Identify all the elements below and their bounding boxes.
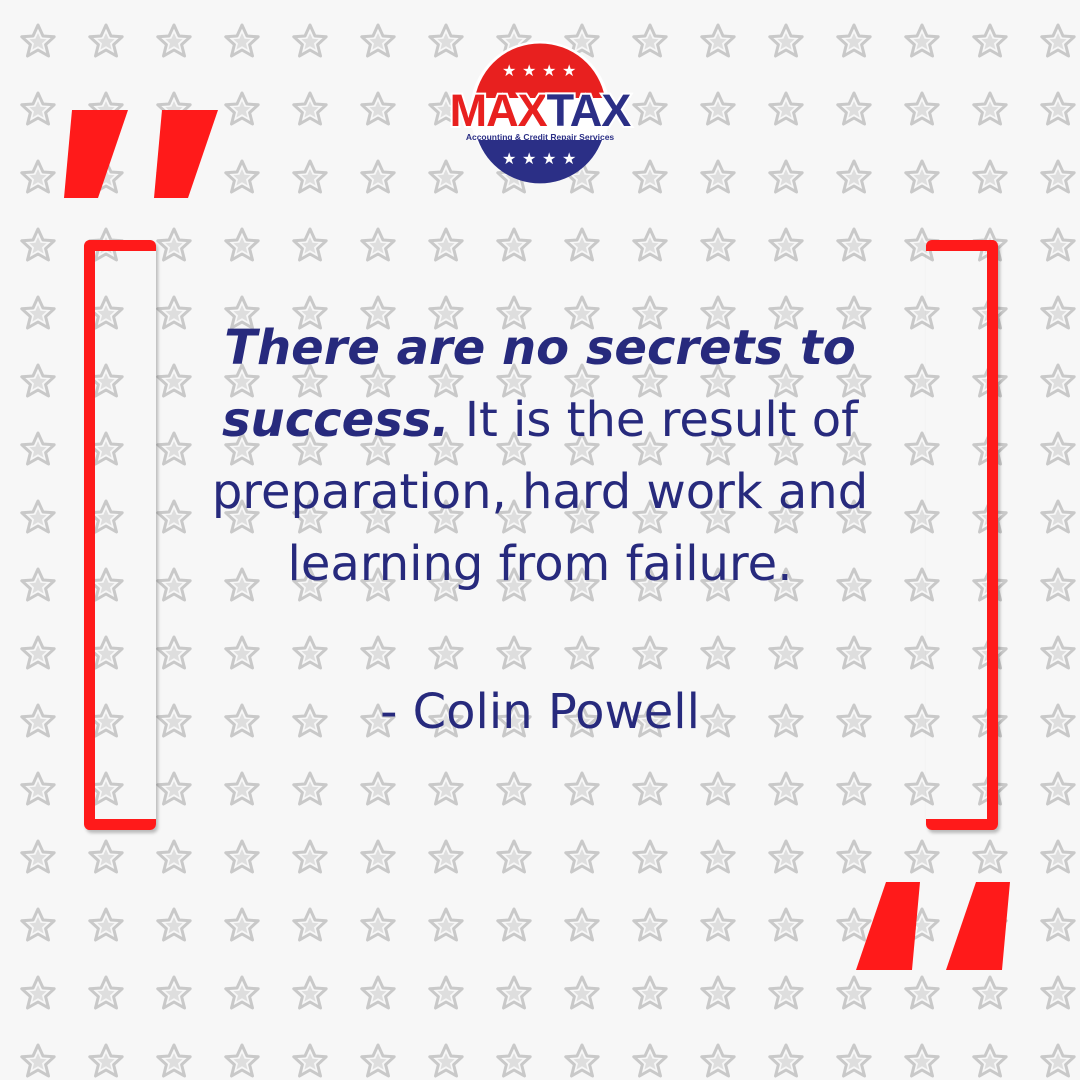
star-icon: [702, 841, 734, 872]
star-icon: [770, 161, 802, 192]
star-icon: [1042, 569, 1074, 600]
star-icon: [498, 841, 530, 872]
star-icon: [158, 909, 190, 940]
star-icon: [1042, 365, 1074, 396]
star-icon: [430, 977, 462, 1008]
svg-text:★: ★: [542, 61, 557, 80]
star-icon: [22, 25, 54, 56]
brand-tagline: Accounting & Credit Repair Services: [465, 132, 615, 142]
star-icon: [362, 909, 394, 940]
star-icon: [22, 909, 54, 940]
star-icon: [770, 773, 802, 804]
star-icon: [1042, 93, 1074, 124]
star-icon: [22, 365, 54, 396]
star-icon: [974, 841, 1006, 872]
star-icon: [634, 909, 666, 940]
star-icon: [294, 637, 326, 668]
star-icon: [22, 161, 54, 192]
svg-text:★: ★: [522, 61, 537, 80]
svg-text:MAXTAX: [450, 85, 632, 136]
star-icon: [430, 1045, 462, 1076]
open-quote-icon: [58, 104, 228, 204]
star-icon: [1042, 977, 1074, 1008]
star-icon: [702, 93, 734, 124]
star-icon: [702, 1045, 734, 1076]
star-icon: [974, 25, 1006, 56]
star-icon: [906, 161, 938, 192]
star-icon: [90, 25, 122, 56]
quote-author: - Colin Powell: [380, 684, 700, 740]
star-icon: [838, 773, 870, 804]
star-icon: [702, 977, 734, 1008]
star-icon: [1042, 433, 1074, 464]
star-icon: [294, 161, 326, 192]
svg-text:★: ★: [522, 149, 537, 168]
star-icon: [1042, 297, 1074, 328]
star-icon: [294, 25, 326, 56]
star-icon: [226, 1045, 258, 1076]
star-icon: [22, 297, 54, 328]
star-icon: [634, 229, 666, 260]
maxtax-logo: [442, 36, 638, 186]
star-icon: [22, 637, 54, 668]
star-icon: [702, 25, 734, 56]
star-icon: [498, 637, 530, 668]
star-icon: [22, 433, 54, 464]
star-icon: [226, 841, 258, 872]
star-icon: [838, 25, 870, 56]
star-icon: [22, 229, 54, 260]
star-icon: [906, 841, 938, 872]
star-icon: [294, 1045, 326, 1076]
star-icon: [158, 977, 190, 1008]
star-icon: [1042, 1045, 1074, 1076]
star-icon: [770, 977, 802, 1008]
star-icon: [294, 841, 326, 872]
star-icon: [22, 841, 54, 872]
star-icon: [838, 637, 870, 668]
svg-text:★: ★: [562, 149, 577, 168]
star-icon: [430, 841, 462, 872]
star-icon: [362, 1045, 394, 1076]
star-icon: [362, 977, 394, 1008]
star-icon: [634, 637, 666, 668]
svg-text:★: ★: [542, 149, 557, 168]
star-icon: [362, 229, 394, 260]
star-icon: [1042, 909, 1074, 940]
star-icon: [498, 773, 530, 804]
star-icon: [770, 93, 802, 124]
star-icon: [22, 569, 54, 600]
star-icon: [770, 637, 802, 668]
star-icon: [294, 773, 326, 804]
star-icon: [566, 977, 598, 1008]
star-icon: [226, 637, 258, 668]
star-icon: [294, 909, 326, 940]
quote-rest: It is the result of preparation, hard work and learning from failure.: [211, 392, 869, 592]
star-icon: [90, 1045, 122, 1076]
star-icon: [566, 773, 598, 804]
star-icon: [158, 637, 190, 668]
star-icon: [906, 1045, 938, 1076]
star-icon: [226, 161, 258, 192]
star-icon: [1042, 637, 1074, 668]
star-icon: [634, 93, 666, 124]
svg-text:★: ★: [562, 61, 577, 80]
star-icon: [226, 25, 258, 56]
star-icon: [226, 773, 258, 804]
star-icon: [362, 773, 394, 804]
star-icon: [226, 93, 258, 124]
star-icon: [770, 25, 802, 56]
star-icon: [634, 25, 666, 56]
star-icon: [702, 229, 734, 260]
star-icon: [22, 977, 54, 1008]
star-icon: [22, 705, 54, 736]
star-icon: [1042, 25, 1074, 56]
svg-text:★: ★: [502, 149, 517, 168]
star-icon: [566, 909, 598, 940]
star-icon: [1042, 705, 1074, 736]
star-icon: [498, 977, 530, 1008]
star-icon: [158, 229, 190, 260]
star-icon: [702, 637, 734, 668]
star-icon: [770, 1045, 802, 1076]
star-icon: [838, 977, 870, 1008]
star-icon: [702, 161, 734, 192]
star-icon: [22, 93, 54, 124]
brand-name-part1: MAX: [449, 85, 547, 136]
right-bracket: [926, 240, 998, 830]
quote-text: [170, 312, 910, 600]
star-icon: [702, 909, 734, 940]
star-icon: [974, 977, 1006, 1008]
star-icon: [1042, 773, 1074, 804]
star-icon: [362, 25, 394, 56]
star-icon: [294, 93, 326, 124]
star-icon: [1042, 841, 1074, 872]
star-icon: [634, 977, 666, 1008]
star-icon: [226, 229, 258, 260]
star-icon: [906, 25, 938, 56]
star-icon: [90, 909, 122, 940]
star-icon: [1042, 229, 1074, 260]
close-quote-icon: [850, 876, 1020, 976]
star-icon: [838, 93, 870, 124]
star-icon: [906, 977, 938, 1008]
star-icon: [770, 229, 802, 260]
star-icon: [634, 161, 666, 192]
star-icon: [770, 841, 802, 872]
star-icon: [90, 977, 122, 1008]
brand-name-part2: TAX: [546, 85, 631, 136]
star-icon: [974, 93, 1006, 124]
star-icon: [158, 1045, 190, 1076]
star-icon: [566, 229, 598, 260]
star-icon: [498, 1045, 530, 1076]
star-icon: [838, 161, 870, 192]
star-icon: [634, 773, 666, 804]
star-icon: [838, 841, 870, 872]
star-icon: [498, 909, 530, 940]
star-icon: [294, 977, 326, 1008]
star-icon: [362, 841, 394, 872]
star-icon: [498, 229, 530, 260]
star-icon: [22, 501, 54, 532]
star-icon: [634, 1045, 666, 1076]
quote-emphasis: There are no secrets to success.: [221, 320, 856, 448]
star-icon: [838, 229, 870, 260]
left-bracket: [84, 240, 156, 830]
star-icon: [22, 773, 54, 804]
star-icon: [158, 841, 190, 872]
star-icon: [362, 161, 394, 192]
star-icon: [430, 773, 462, 804]
star-icon: [90, 841, 122, 872]
star-icon: [906, 93, 938, 124]
star-icon: [294, 229, 326, 260]
star-icon: [158, 25, 190, 56]
star-icon: [566, 1045, 598, 1076]
star-icon: [430, 909, 462, 940]
star-icon: [1042, 501, 1074, 532]
star-icon: [430, 229, 462, 260]
star-icon: [974, 1045, 1006, 1076]
star-icon: [838, 1045, 870, 1076]
star-icon: [226, 977, 258, 1008]
star-icon: [430, 637, 462, 668]
star-icon: [22, 1045, 54, 1076]
star-icon: [158, 773, 190, 804]
star-icon: [1042, 161, 1074, 192]
star-icon: [702, 773, 734, 804]
star-icon: [362, 637, 394, 668]
star-icon: [770, 909, 802, 940]
star-icon: [566, 637, 598, 668]
star-icon: [974, 161, 1006, 192]
star-icon: [566, 841, 598, 872]
svg-text:★: ★: [502, 61, 517, 80]
star-icon: [226, 909, 258, 940]
star-icon: [362, 93, 394, 124]
star-icon: [634, 841, 666, 872]
